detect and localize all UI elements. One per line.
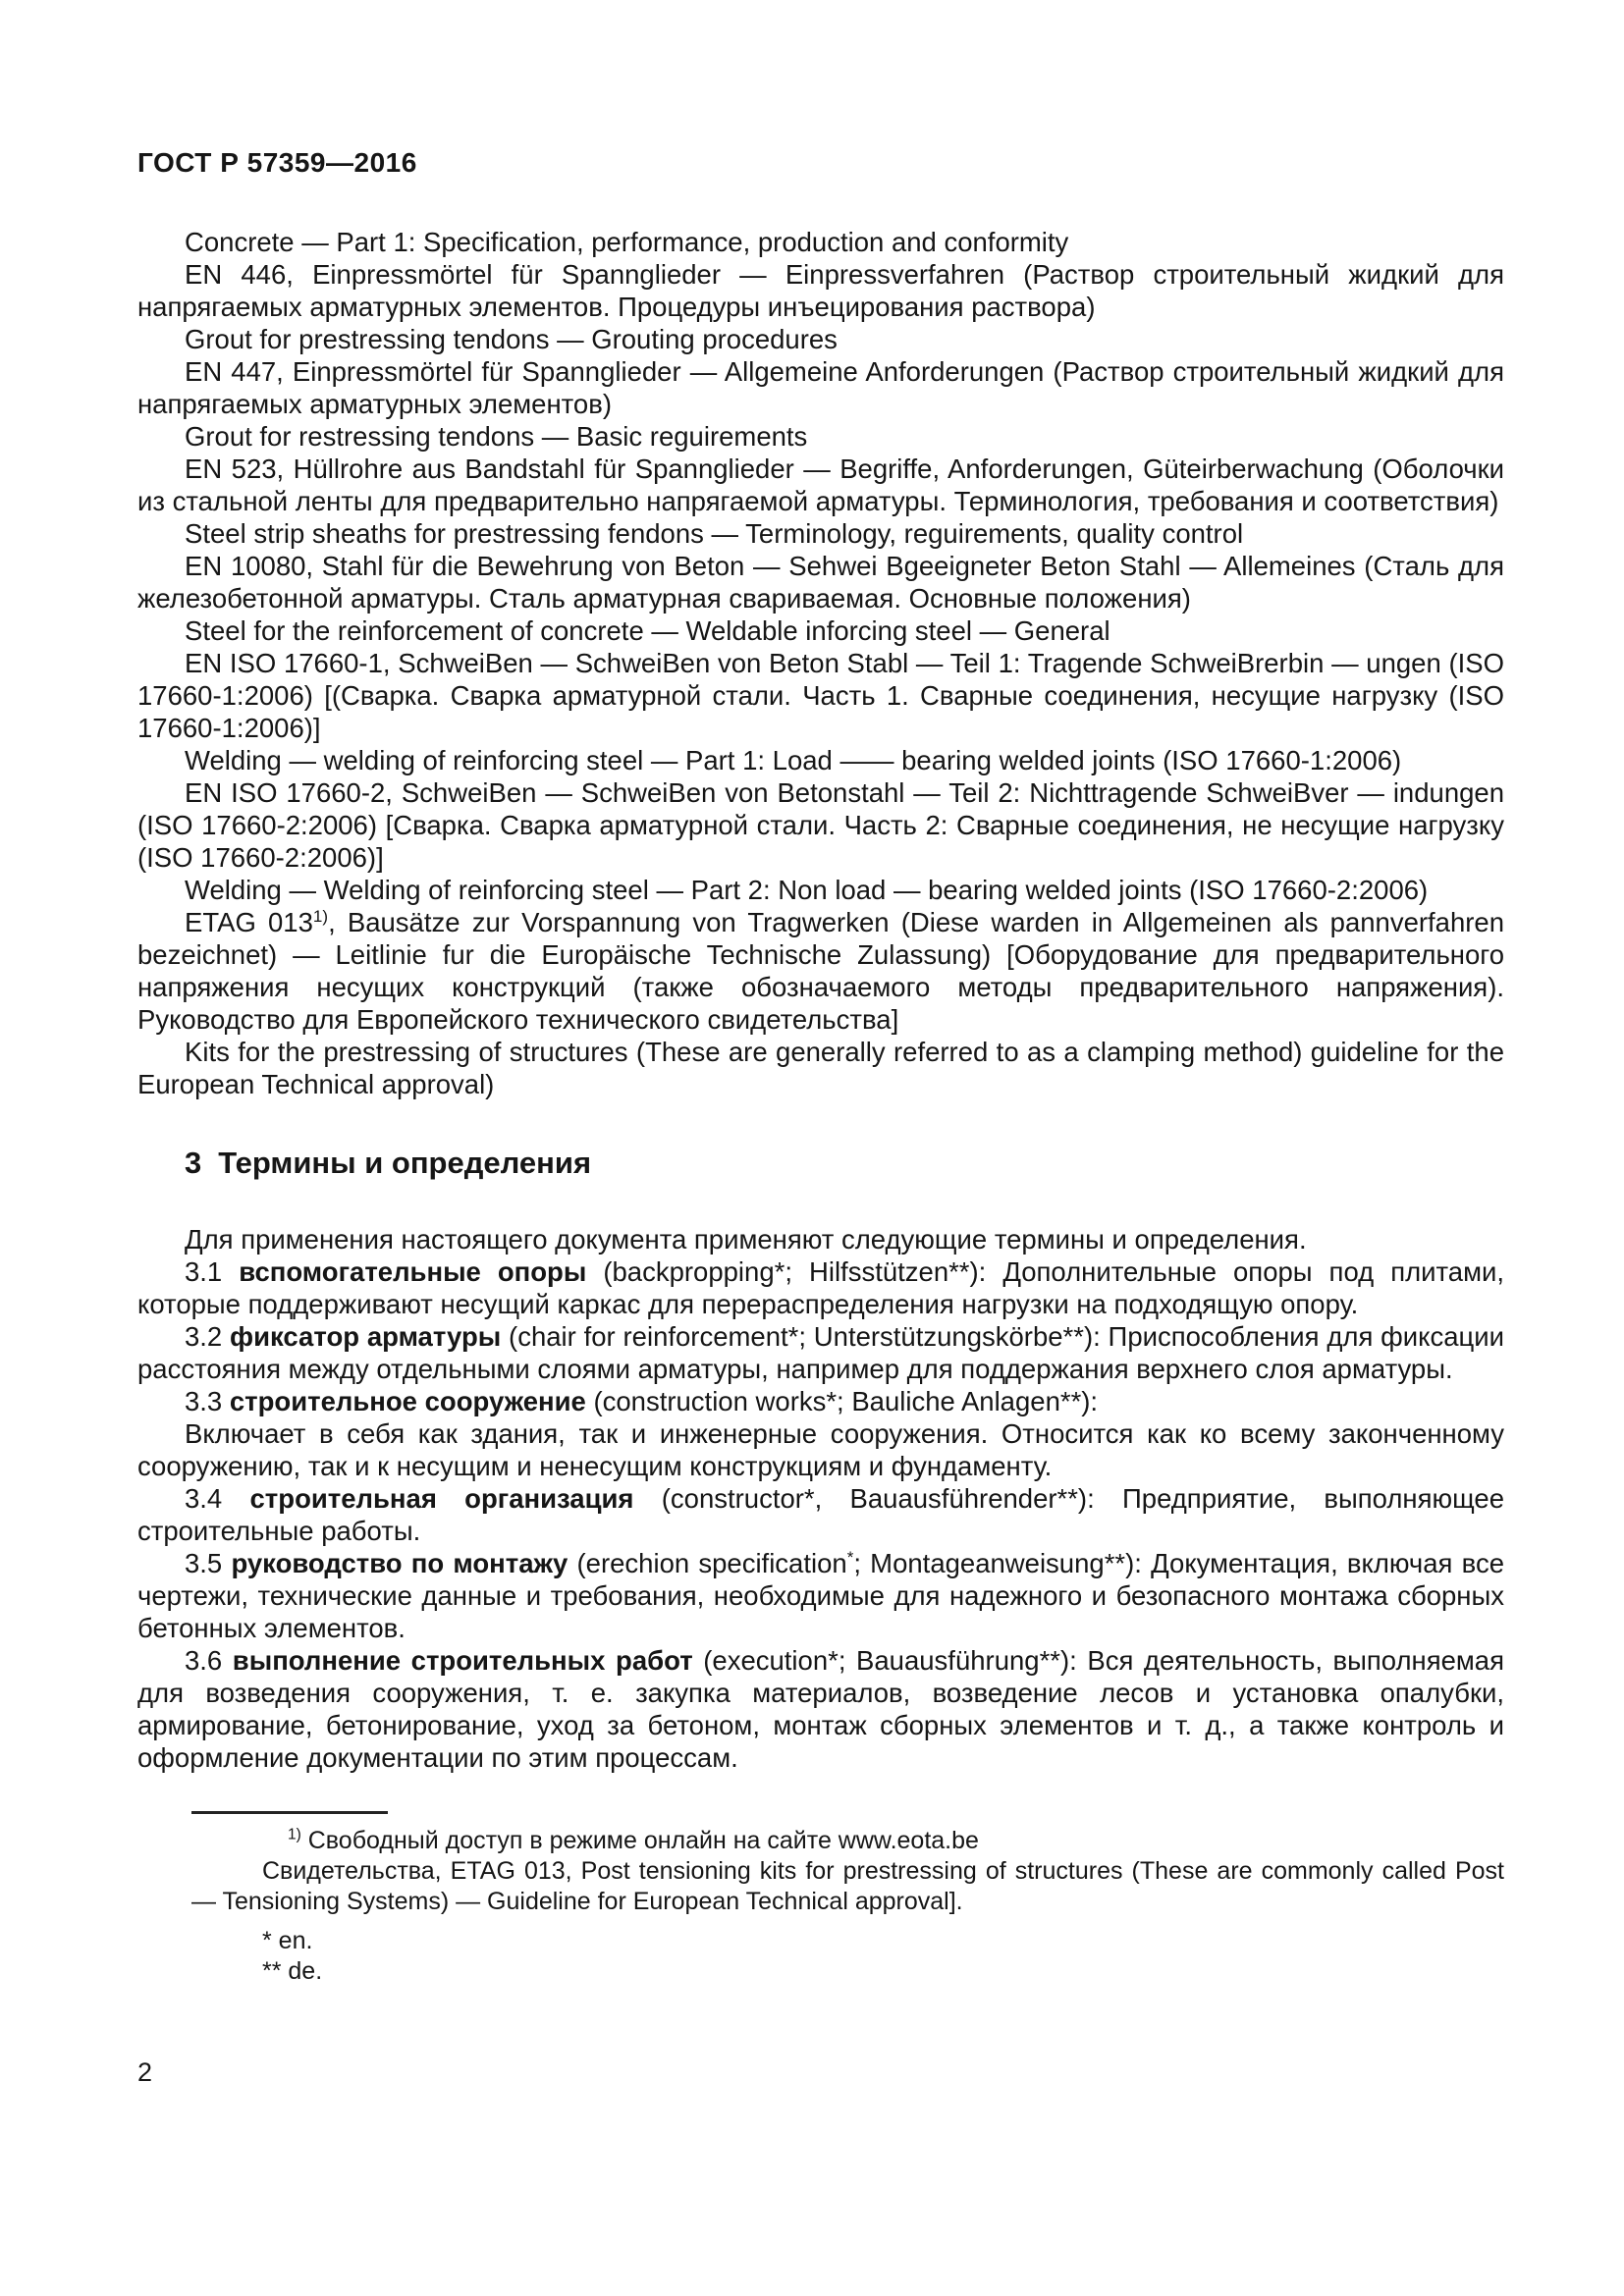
reference-item: [137, 744, 1504, 776]
reference-item: [137, 226, 1504, 258]
footnote-text: [191, 1826, 1504, 1856]
term-item: [137, 1417, 1504, 1482]
superscript-marker: 1): [312, 906, 329, 926]
text-run: (execution*; Bauausführung**): Вся деятельность, выполняемая для возведения сооружения, т. е. закупка материалов, возведение лесов и установка опалубки, армирование, бетонирование, уход за бетоном, монтаж сборных элементов и т. д., а также контроль и оформление документации по этим процессам.: [137, 1645, 1504, 1773]
text-run: (constructor*, Bauausführender**): Предприятие, выполняющее строительные работы.: [137, 1483, 1505, 1546]
reference-item: [137, 550, 1504, 614]
text-run: (construction works*; Bauliche Anlagen**):: [585, 1386, 1099, 1416]
term-name-bold: вспомогательные опоры: [239, 1256, 587, 1287]
term-name-bold: руководство по монтажу: [231, 1548, 568, 1578]
text-run: (erechion specification: [568, 1548, 847, 1578]
footnote-text: [191, 1856, 1504, 1917]
text-run: , Bausätze zur Vorspannung von Tragwerken (Diese warden in Allgemeinen als pannverfahren bezeichnet) — Leitlinie fur die Europäische Technische Zulassung) [Оборудование для предварительного напряжения несущих конструкций (также обозначаемого методы предварительного напряжения). Руководство для Европейского технического свидетельства]: [137, 907, 1505, 1035]
reference-item: [137, 517, 1504, 550]
superscript-marker: 1): [288, 1826, 301, 1843]
text-run: Grout for prestressing tendons — Grouting procedures: [185, 324, 838, 354]
text-run: * en.: [262, 1927, 313, 1954]
term-name-bold: строительная организация: [249, 1483, 634, 1514]
text-run: 3.2: [185, 1321, 231, 1352]
reference-item: [137, 906, 1504, 1036]
text-run: 3.1: [185, 1256, 240, 1287]
term-item: [137, 1547, 1504, 1644]
reference-item: [137, 1036, 1504, 1100]
text-run: 3.6: [185, 1645, 233, 1676]
reference-item: [137, 614, 1504, 647]
superscript-marker: *: [846, 1547, 854, 1567]
reference-item: [137, 355, 1504, 420]
reference-item: [137, 776, 1504, 874]
reference-item: [137, 420, 1504, 453]
page-content: [137, 226, 1504, 1987]
section-title: Термины и определения: [218, 1146, 592, 1180]
term-item: [137, 1482, 1504, 1547]
text-run: Concrete — Part 1: Specification, performance, production and conformity: [185, 227, 1069, 257]
text-run: Welding — welding of reinforcing steel — Part 1: Load —— bearing welded joints (ISO 17660-1:2006): [185, 745, 1402, 775]
term-item: [137, 1644, 1504, 1774]
section-number: 3: [185, 1146, 202, 1180]
text-run: ** de.: [262, 1957, 323, 1985]
text-run: ETAG 013: [185, 907, 313, 937]
text-run: EN ISO 17660-1, SchweiBen — SchweiBen von Beton Stabl — Teil 1: Tragende SchweiBrerbin — ungen (ISO 17660-1:2006) [(Сварка. Сварка арматурной стали. Часть 1. Сварные соединения, несущие нагрузку (ISO 17660-1:2006)]: [137, 648, 1504, 743]
footnote-lines: [191, 1826, 1504, 1917]
text-run: EN 447, Einpressmörtel für Spannglieder — Allgemeine Anforderungen (Раствор строительный жидкий для напрягаемых арматурных элементов): [137, 356, 1504, 419]
text-run: 3.4: [185, 1483, 250, 1514]
language-markers: [191, 1926, 1504, 1987]
language-marker: [191, 1926, 1504, 1956]
reference-item: [137, 453, 1504, 517]
footnote-divider: [191, 1811, 388, 1814]
text-run: Steel strip sheaths for prestressing fendons — Terminology, reguirements, quality control: [185, 518, 1244, 549]
reference-item: [137, 647, 1504, 744]
terms-definitions-list: [137, 1255, 1504, 1774]
reference-item: [137, 323, 1504, 355]
text-run: EN 446, Einpressmörtel für Spannglieder — Einpressverfahren (Раствор строительный жидкий для напрягаемых арматурных элементов. Процедуры инъецирования раствора): [137, 259, 1504, 322]
term-name-bold: фиксатор арматуры: [230, 1321, 502, 1352]
text-run: Steel for the reinforcement of concrete — Weldable inforcing steel — General: [185, 615, 1110, 646]
text-run: Welding — Welding of reinforcing steel — Part 2: Non load — bearing welded joints (ISO 17660-2:2006): [185, 875, 1429, 905]
text-run: 3.3: [185, 1386, 230, 1416]
text-run: EN ISO 17660-2, SchweiBen — SchweiBen von Betonstahl — Teil 2: Nichttragende SchweiBver — indungen (ISO 17660-2:2006) [Сварка. Сварка арматурной стали. Часть 2: Сварные соединения, не несущие нагрузку (ISO 17660-2:2006)]: [137, 777, 1504, 873]
language-marker: [191, 1956, 1504, 1987]
reference-item: [137, 874, 1504, 906]
text-run: Kits for the prestressing of structures (These are generally referred to as a clamping method) guideline for the European Technical approval): [137, 1037, 1504, 1099]
text-run: (backpropping*; Hilfsstützen**): Дополнительные опоры под плитами, которые поддерживают несущий каркас для перераспределения нагрузки на подходящую опору.: [137, 1256, 1504, 1319]
term-item: [137, 1385, 1504, 1417]
document-code-header: ГОСТ Р 57359—2016: [137, 147, 417, 178]
reference-item: [137, 258, 1504, 323]
text-run: Grout for restressing tendons — Basic reguirements: [185, 421, 808, 452]
text-run: Свидетельства, ETAG 013, Post tensioning kits for prestressing of structures (These are commonly called Post — Tensioning Systems) — Guideline for European Technical approval].: [191, 1857, 1504, 1915]
term-item: [137, 1255, 1504, 1320]
page-number: 2: [137, 2057, 153, 2087]
terms-intro-paragraph: Для применения настоящего документа применяют следующие термины и определения.: [185, 1224, 1307, 1255]
text-run: Свободный доступ в режиме онлайн на сайте www.eota.be: [300, 1827, 979, 1854]
text-run: EN 523, Hüllrohre aus Bandstahl für Spannglieder — Begriffe, Anforderungen, Güteirberwachung (Оболочки из стальной ленты для предварительно напрягаемой арматуры. Терминология, требования и соответствия): [137, 454, 1504, 516]
text-run: EN 10080, Stahl für die Bewehrung von Beton — Sehwei Bgeeigneter Beton Stahl — Allemeines (Сталь для железобетонной арматуры. Сталь арматурная свариваемая. Основные положения): [137, 551, 1504, 614]
term-name-bold: строительное сооружение: [229, 1386, 586, 1416]
term-name-bold: выполнение строительных работ: [232, 1645, 693, 1676]
footnote-block: [191, 1811, 1504, 1987]
text-run: 3.5: [185, 1548, 232, 1578]
section-heading: [137, 1146, 1504, 1181]
normative-references-list: [137, 226, 1504, 1100]
text-run: (chair for reinforcement*; Unterstützungskörbe**): Приспособления для фиксации расстояния между отдельными слоями арматуры, например для поддержания верхнего слоя арматуры.: [137, 1321, 1505, 1384]
text-run: ; Montageanweisung**): Документация, включая все чертежи, технические данные и требования, необходимые для надежного и безопасного монтажа сборных бетонных элементов.: [137, 1548, 1504, 1643]
text-run: Включает в себя как здания, так и инженерные сооружения. Относится как ко всему законченному сооружению, так и к несущим и ненесущим конструкциям и фундаменту.: [137, 1418, 1504, 1481]
term-item: [137, 1320, 1504, 1385]
